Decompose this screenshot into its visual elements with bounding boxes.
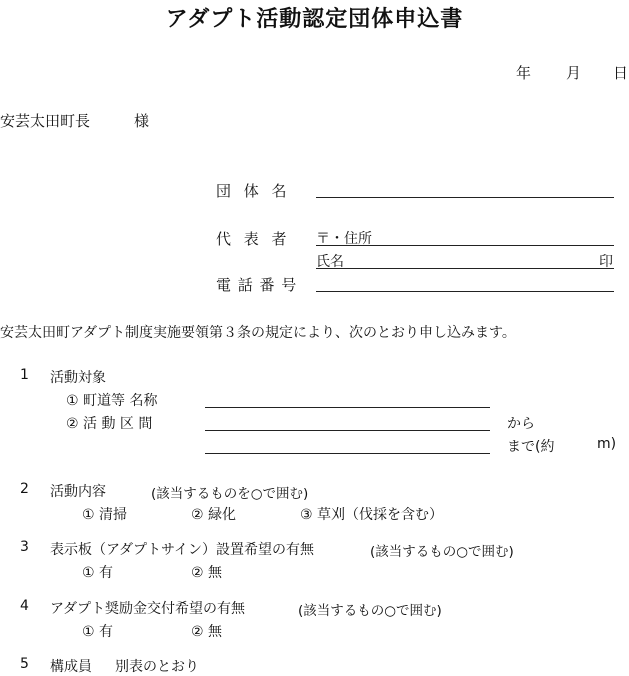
- section-4-note: (該当するもの○で囲む): [298, 603, 442, 619]
- name-label: 氏名: [316, 254, 344, 270]
- section-1-number: 1: [20, 367, 29, 383]
- date-year: 年: [516, 64, 532, 82]
- road-name-line[interactable]: [205, 407, 490, 408]
- representative-label: 代 表 者: [216, 230, 291, 248]
- section-until-line[interactable]: [205, 453, 490, 454]
- document-title: アダプト活動認定団体申込書: [165, 7, 464, 32]
- name-line[interactable]: [316, 268, 614, 269]
- intro-text: 安芸太田町アダプト制度実施要領第３条の規定により、次のとおり申し込みます。: [0, 325, 516, 341]
- road-name-label: ① 町道等 名称: [66, 393, 158, 409]
- address-label: 〒・住所: [316, 231, 372, 247]
- activity-section-label: ② 活 動 区 間: [66, 416, 153, 432]
- seal-mark: 印: [599, 254, 613, 270]
- recipient-honorific: 様: [134, 112, 150, 130]
- date-month: 月: [566, 64, 582, 82]
- group-name-line[interactable]: [316, 197, 614, 198]
- phone-line[interactable]: [316, 291, 614, 292]
- section-3-note: (該当するもの○で囲む): [370, 544, 514, 560]
- sign-option-no[interactable]: ② 無: [191, 565, 223, 581]
- section-2-note: (該当するものを○で囲む): [151, 486, 309, 502]
- section-1-title: 活動対象: [50, 370, 106, 386]
- activity-option-cleaning[interactable]: ① 清掃: [82, 507, 128, 523]
- section-2-title: 活動内容: [50, 484, 106, 500]
- section-4-title: アダプト奨励金交付希望の有無: [50, 601, 246, 617]
- phone-label: 電 話 番 号: [216, 276, 298, 294]
- section-3-number: 3: [20, 539, 29, 555]
- section-5-number: 5: [20, 656, 29, 672]
- group-name-label: 団 体 名: [216, 182, 291, 200]
- section-4-number: 4: [20, 598, 29, 614]
- activity-option-greening[interactable]: ② 緑化: [191, 507, 237, 523]
- grant-option-yes[interactable]: ① 有: [82, 624, 114, 640]
- section-3-title: 表示板（アダプトサイン）設置希望の有無: [50, 542, 315, 558]
- section-5-title: 構成員: [50, 659, 92, 675]
- section-from-line[interactable]: [205, 430, 490, 431]
- sign-option-yes[interactable]: ① 有: [82, 565, 114, 581]
- grant-option-no[interactable]: ② 無: [191, 624, 223, 640]
- from-label: から: [507, 416, 535, 432]
- meter-unit: m): [597, 436, 617, 452]
- address-line[interactable]: [316, 245, 614, 246]
- section-5-note: 別表のとおり: [115, 659, 199, 675]
- section-2-number: 2: [20, 481, 29, 497]
- until-label: まで(約: [507, 439, 555, 455]
- activity-option-mowing[interactable]: ③ 草刈（伐採を含む）: [300, 507, 444, 523]
- date-day: 日: [613, 64, 629, 82]
- recipient-name: 安芸太田町長: [0, 112, 91, 130]
